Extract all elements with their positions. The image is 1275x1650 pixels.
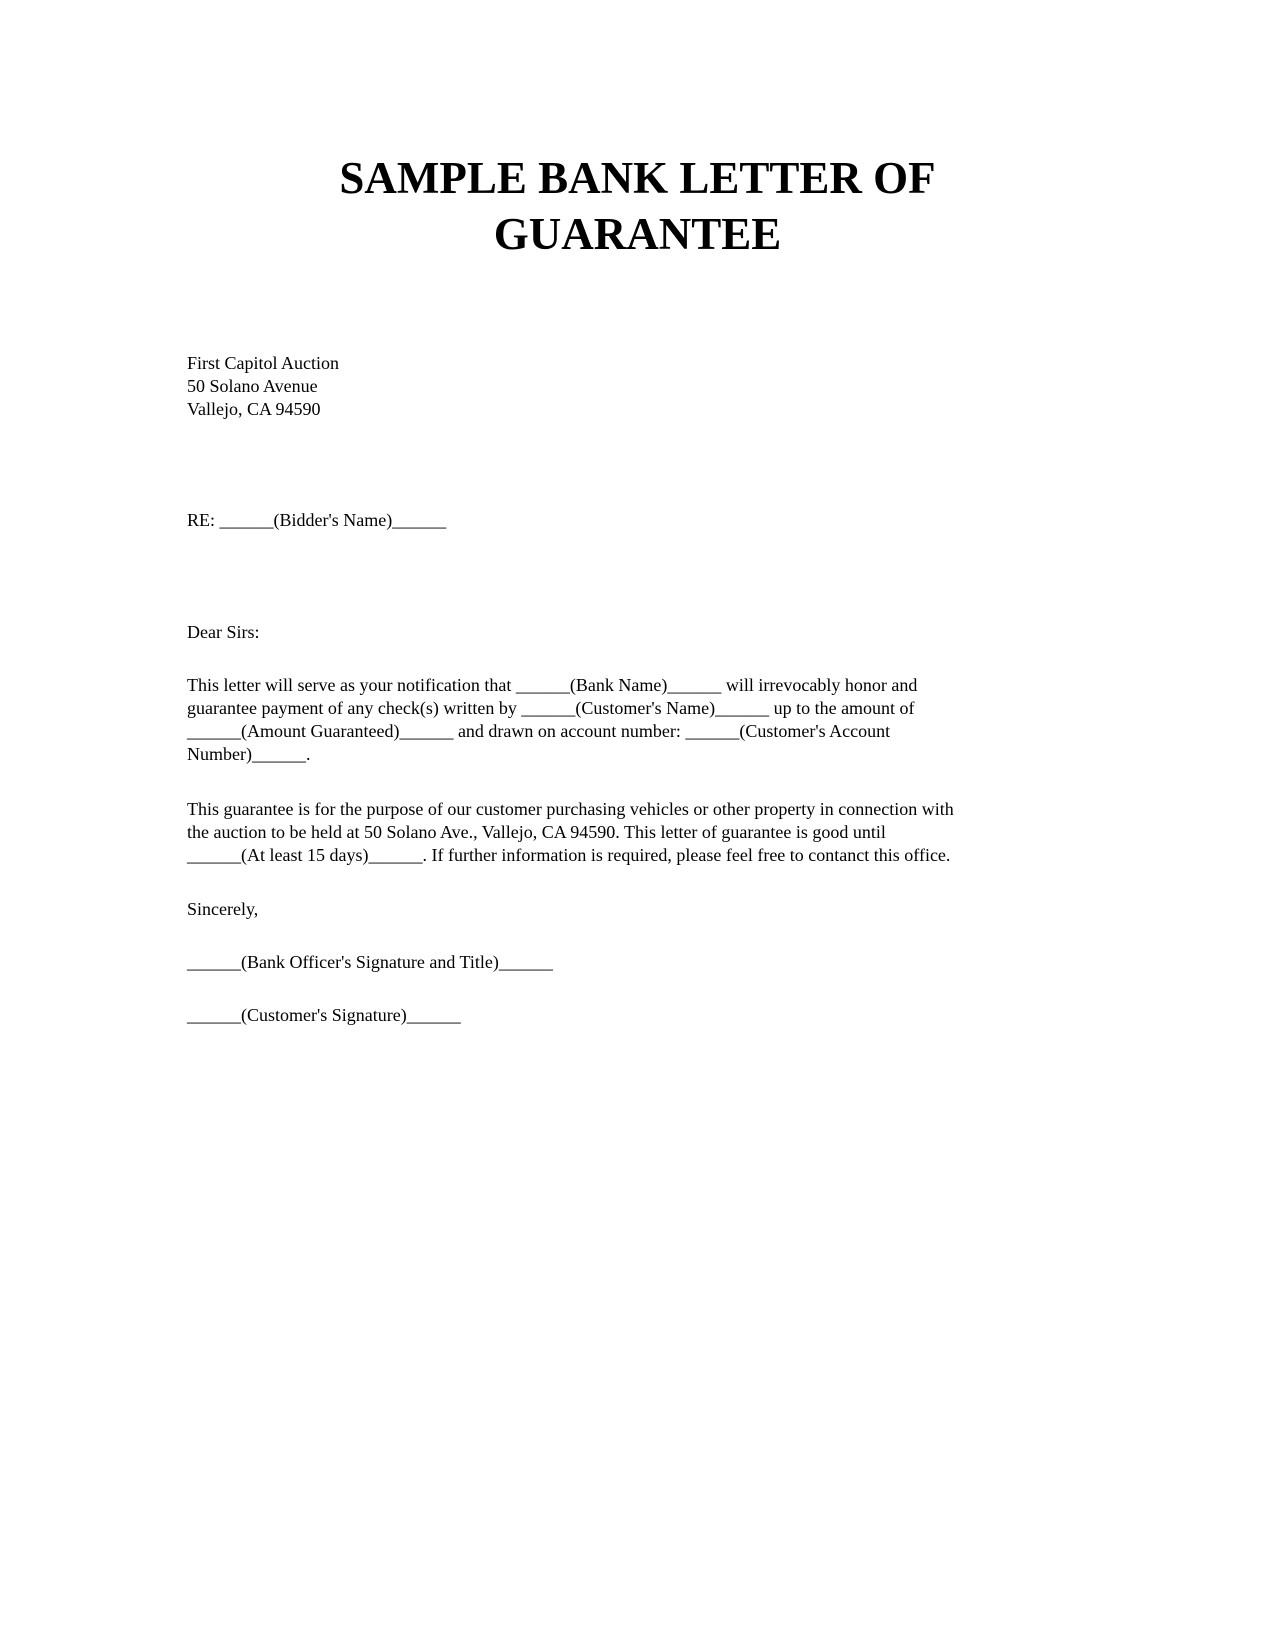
customer-signature-line: ______(Customer's Signature)______	[187, 1005, 461, 1025]
paragraph-line: This guarantee is for the purpose of our customer purchasing vehicles or other property in connection with	[187, 799, 954, 819]
page-title	[200, 150, 1075, 262]
paragraph-line: Number)______.	[187, 744, 311, 764]
bank-officer-signature-line: ______(Bank Officer's Signature and Title)______	[187, 952, 553, 972]
recipient-street: 50 Solano Avenue	[187, 376, 318, 396]
salutation: Dear Sirs:	[187, 622, 260, 642]
recipient-name: First Capitol Auction	[187, 353, 340, 373]
recipient-city: Vallejo, CA 94590	[187, 399, 321, 419]
recipient-address	[187, 352, 339, 421]
paragraph-line: This letter will serve as your notification that ______(Bank Name)______ will irrevocably honor and	[187, 675, 918, 695]
re-line: RE: ______(Bidder's Name)______	[187, 510, 447, 530]
paragraph-notification	[187, 674, 1087, 766]
title-line-1: SAMPLE BANK LETTER OF	[339, 153, 936, 203]
closing: Sincerely,	[187, 899, 259, 919]
paragraph-purpose	[187, 798, 1087, 867]
paragraph-line: ______(At least 15 days)______. If further information is required, please feel free to contanct this office.	[187, 845, 951, 865]
paragraph-line: ______(Amount Guaranteed)______ and drawn on account number: ______(Customer's Account	[187, 721, 891, 741]
paragraph-line: the auction to be held at 50 Solano Ave., Vallejo, CA 94590. This letter of guarantee is good until	[187, 822, 886, 842]
paragraph-line: guarantee payment of any check(s) written by ______(Customer's Name)______ up to the amount of	[187, 698, 915, 718]
title-line-2: GUARANTEE	[493, 209, 782, 259]
